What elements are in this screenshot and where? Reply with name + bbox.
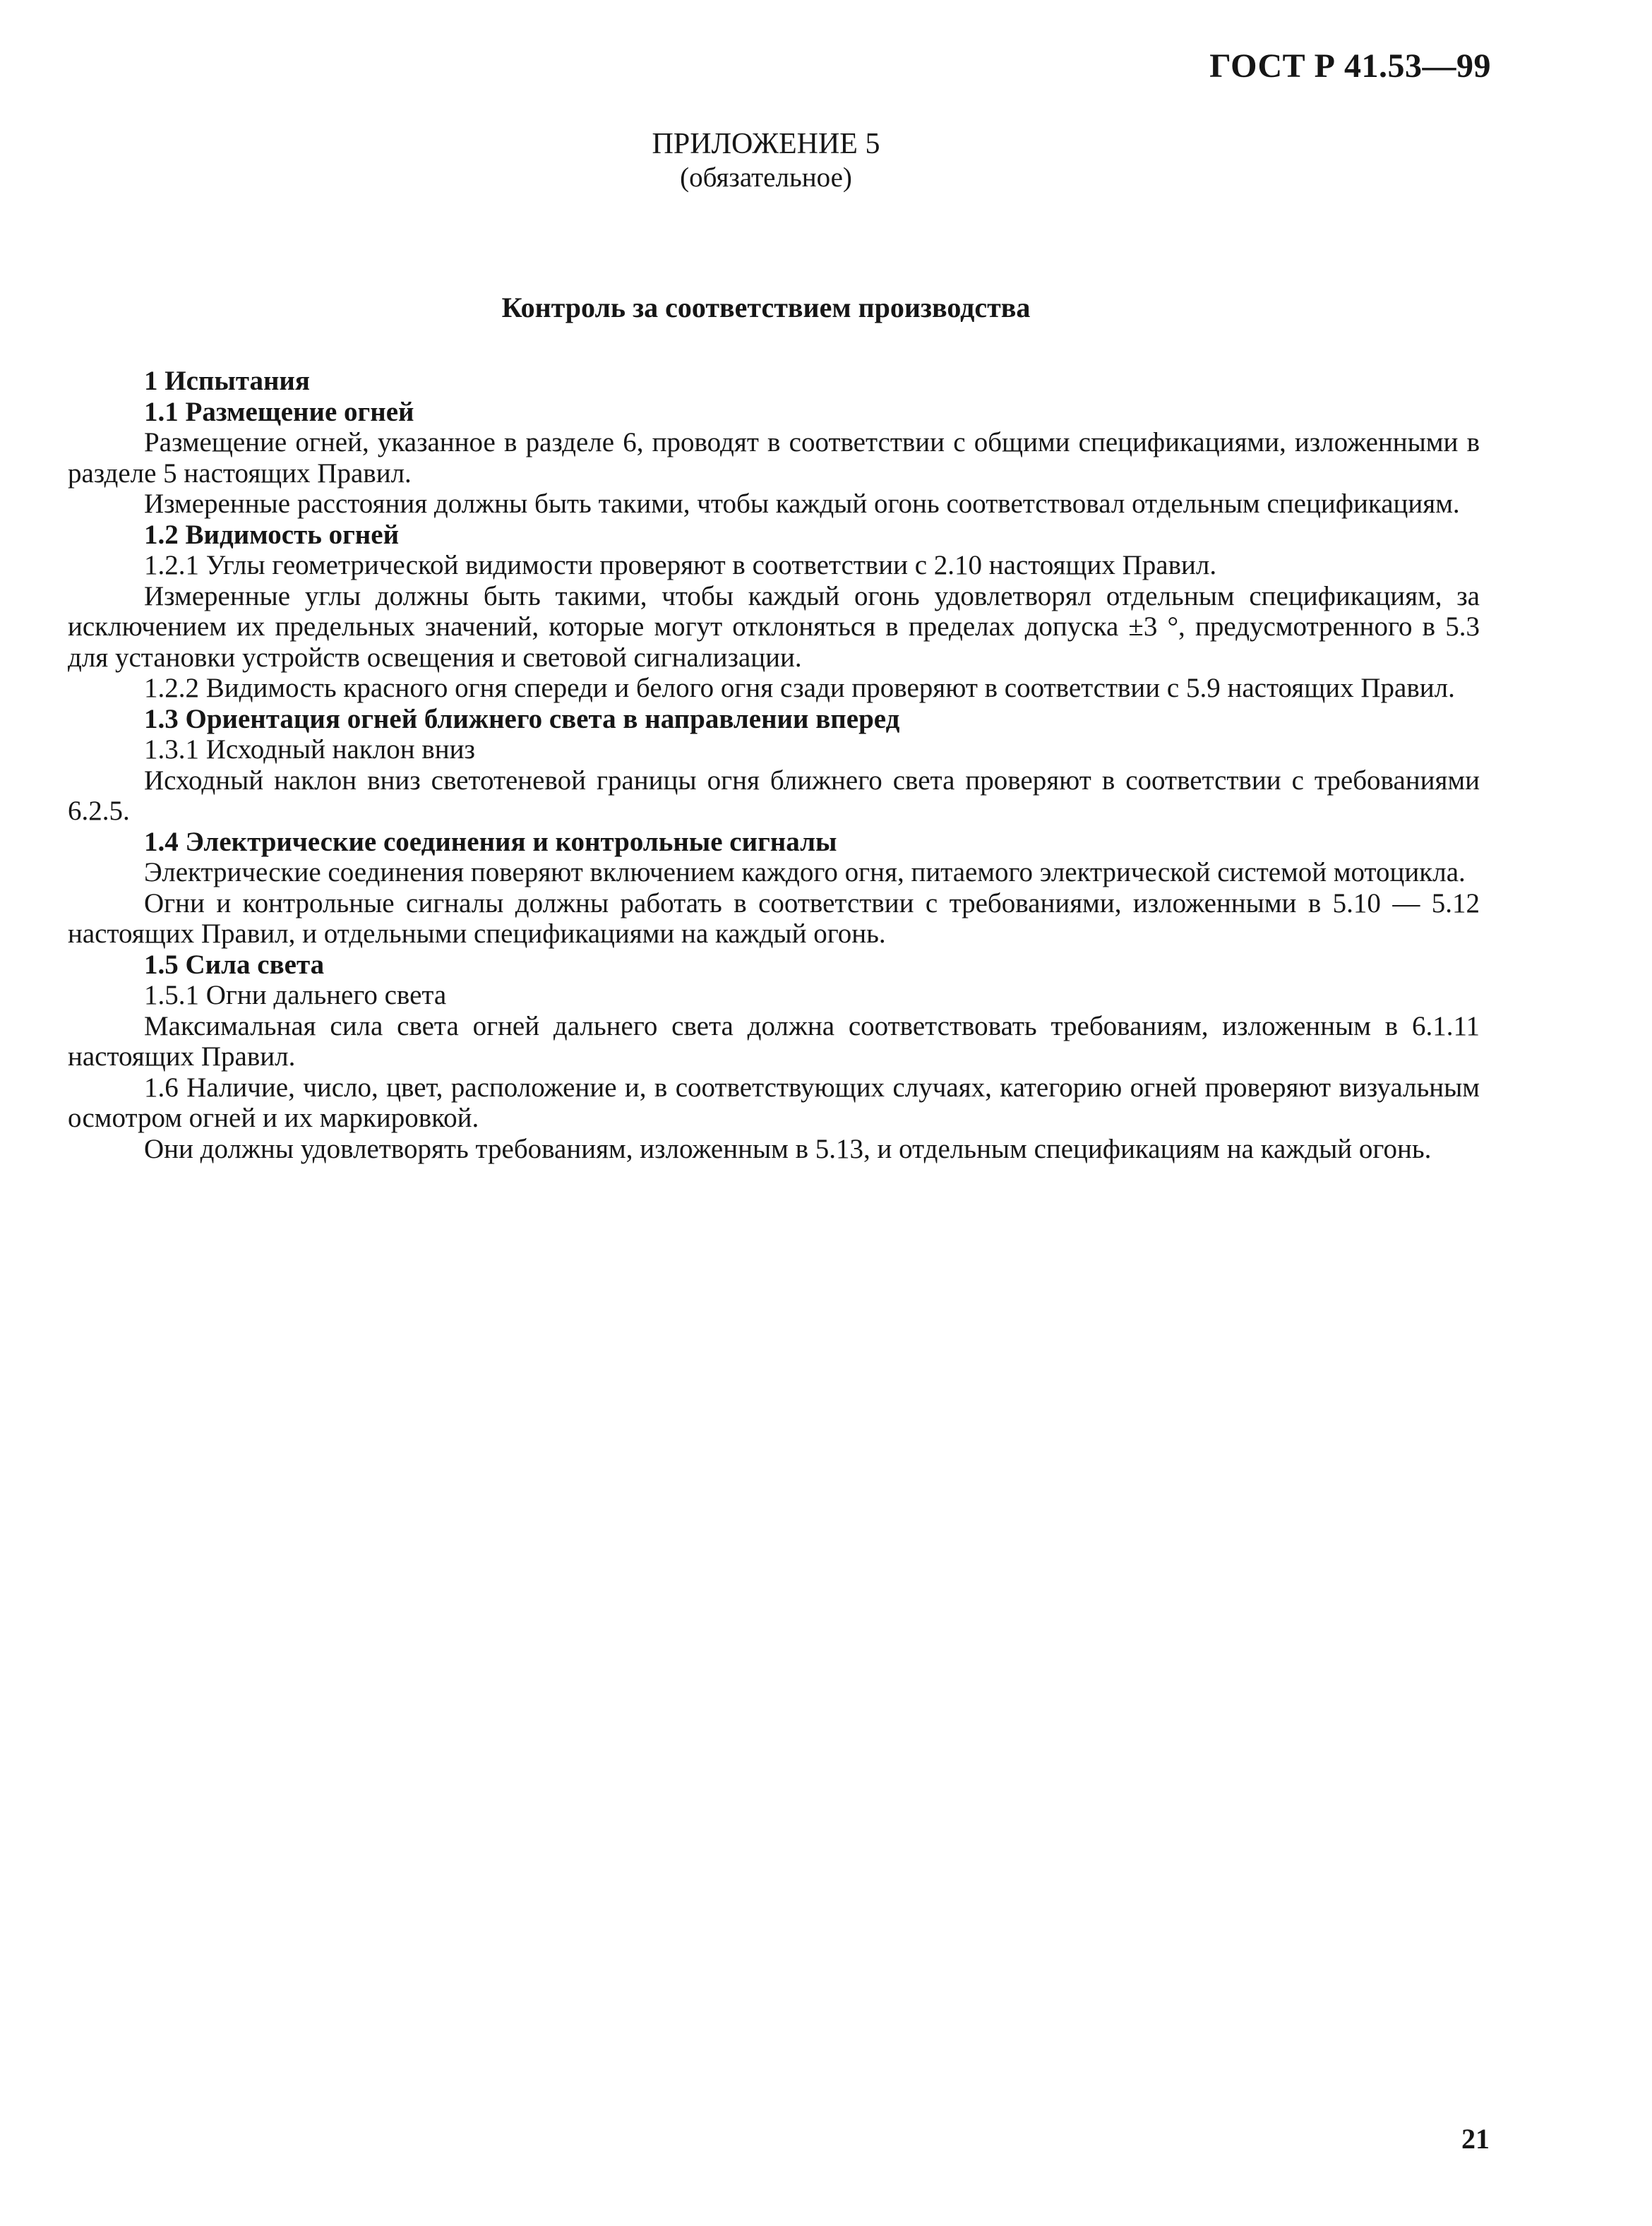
paragraph: Они должны удовлетворять требованиям, изложенным в 5.13, и отдельным спецификациям на каждый огонь. [144,1133,1432,1164]
paragraph: Огни и контрольные сигналы должны работать в соответствии с требованиями, изложенными в 5.10 — 5.12 настоящих Правил, и отдельными спецификациями на каждый огонь. [68,887,1480,949]
paragraph: 1.6 Наличие, число, цвет, расположение и, в соответствующих случаях, категорию огней проверяют визуальным осмотром огней и их маркировкой. [68,1072,1480,1133]
heading-1-2: 1.2 Видимость огней [144,519,400,550]
paragraph: 1.2.2 Видимость красного огня спереди и белого огня сзади проверяют в соответствии с 5.9 настоящих Правил. [144,673,1455,703]
heading-1-1: 1.1 Размещение огней [144,396,414,427]
paragraph: 1.5.1 Огни дальнего света [144,980,447,1010]
heading-1: 1 Испытания [144,366,310,396]
annex-label: ПРИЛОЖЕНИЕ 5 [652,128,880,160]
body-text [68,366,1480,1164]
page-number: 21 [1461,2123,1490,2155]
paragraph: 1.3.1 Исходный наклон вниз [144,734,475,765]
paragraph: Измеренные углы должны быть такими, чтобы каждый огонь удовлетворял отдельным спецификациям, за исключением их предельных значений, которые могут отклоняться в пределах допуска ±3 °, предусмотренного в 5.3 для установки устройств освещения и световой сигнализации. [68,580,1480,673]
paragraph: Максимальная сила света огней дальнего света должна соответствовать требованиям, изложенным в 6.1.11 настоящих Правил. [68,1010,1480,1072]
document-code: ГОСТ Р 41.53—99 [1209,47,1491,85]
section-title: Контроль за соответствием производства [501,292,1031,323]
paragraph: Размещение огней, указанное в разделе 6, проводят в соответствии с общими спецификациями, изложенными в разделе 5 настоящих Правил. [68,427,1480,489]
annex-status: (обязательное) [680,162,852,193]
heading-1-3: 1.3 Ориентация огней ближнего света в направлении вперед [144,703,900,734]
paragraph: Измеренные расстояния должны быть такими, чтобы каждый огонь соответствовал отдельным спецификациям. [144,489,1460,519]
annex-heading [0,127,1532,195]
paragraph: Исходный наклон вниз светотеневой границы огня ближнего света проверяют в соответствии с требованиями 6.2.5. [68,765,1480,826]
heading-1-5: 1.5 Сила света [144,949,325,980]
heading-1-4: 1.4 Электрические соединения и контрольные сигналы [144,826,837,857]
paragraph: 1.2.1 Углы геометрической видимости проверяют в соответствии с 2.10 настоящих Правил. [144,550,1217,580]
paragraph: Электрические соединения поверяют включением каждого огня, питаемого электрической системой мотоцикла. [144,857,1466,887]
